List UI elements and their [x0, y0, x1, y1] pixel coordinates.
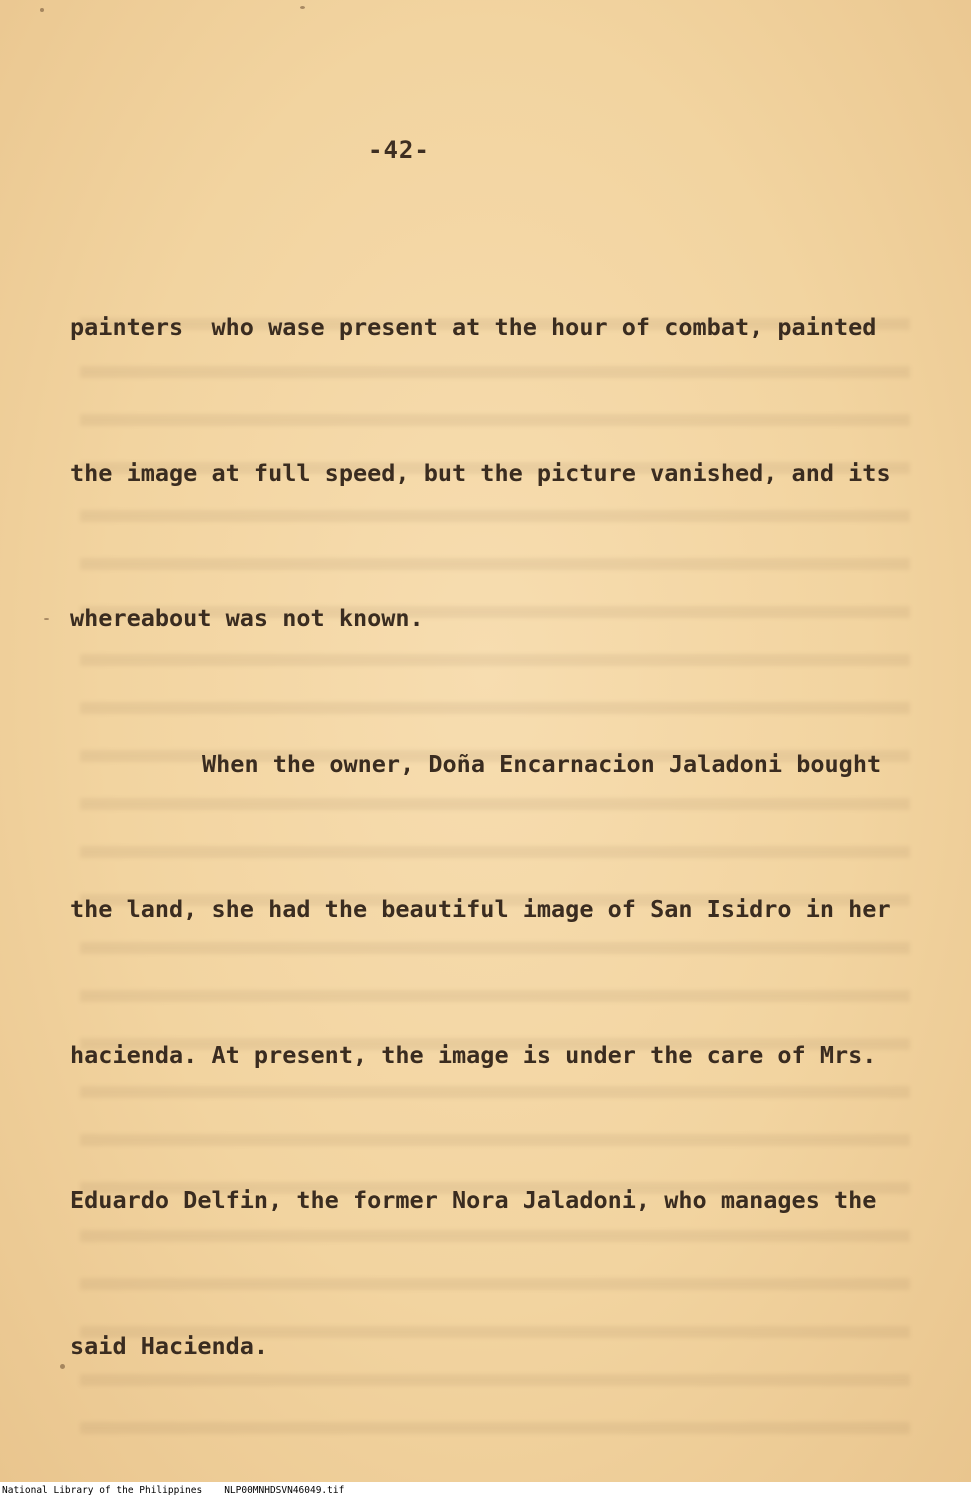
text-line: Eduardo Delfin, the former Nora Jaladoni, who manages the [70, 1186, 877, 1214]
paper-speck [44, 618, 49, 620]
footer-library: National Library of the Philippines [2, 1485, 203, 1496]
footer-bar [0, 1482, 971, 1500]
text-line: When the owner, Doña Encarnacion Jaladoni bought [202, 749, 882, 778]
body-text [70, 206, 930, 1467]
paper-speck [40, 8, 44, 12]
text-line: said Hacienda. [70, 1331, 269, 1360]
paper-speck [300, 6, 305, 9]
footer-file: NLP00MNHDSVN46049.tif [224, 1485, 345, 1496]
page-number: -42- [368, 136, 430, 164]
text-line: the image at full speed, but the picture vanished, and its [70, 458, 891, 487]
text-line: painters who wase present at the hour of combat, painted [70, 313, 877, 341]
paper-speck [60, 1364, 65, 1369]
text-line: hacienda. At present, the image is under the care of Mrs. [70, 1040, 877, 1069]
text-line: the land, she had the beautiful image of San Isidro in her [70, 895, 891, 923]
text-line: whereabout was not known. [70, 604, 424, 632]
